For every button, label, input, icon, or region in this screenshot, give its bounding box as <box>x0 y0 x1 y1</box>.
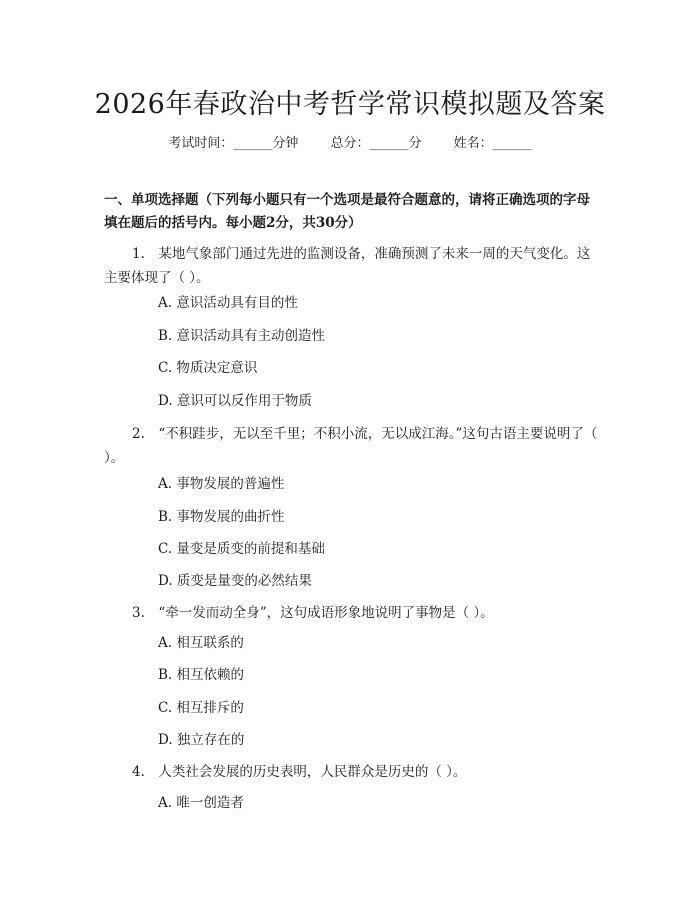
section-heading: 一、单项选择题（下列每小题只有一个选项是最符合题意的，请将正确选项的字母填在题后的括号内。每小题2分，共30分） <box>104 192 590 231</box>
question-2-option-b: B. 事物发展的曲折性 <box>158 509 285 525</box>
question-1-stem: 1. 某地气象部门通过先进的监测设备，准确预测了未来一周的天气变化。这主要体现了（ ）。 <box>104 246 591 286</box>
student-name-field: 姓名：______ <box>453 136 532 151</box>
question-1-option-b: B. 意识活动具有主动创造性 <box>158 328 326 344</box>
question-3-option-c: C. 相互排斥的 <box>158 700 244 716</box>
question-2-stem: 2. “不积跬步，无以至千里；不积小流，无以成江海。”这句古语主要说明了（ ）。 <box>104 426 598 466</box>
question-4-stem: 4. 人类社会发展的历史表明，人民群众是历史的（ ）。 <box>132 764 467 780</box>
question-3-option-a: A. 相互联系的 <box>158 635 244 651</box>
total-score-field: 总分：______分 <box>330 136 422 151</box>
question-3-option-d: D. 独立存在的 <box>158 732 245 748</box>
exam-time-field: 考试时间：______分钟 <box>168 136 299 151</box>
question-2-option-a: A. 事物发展的普遍性 <box>158 476 285 492</box>
question-1-option-c: C. 物质决定意识 <box>158 360 258 376</box>
question-3-option-b: B. 相互依赖的 <box>158 667 245 683</box>
question-2-option-d: D. 质变是量变的必然结果 <box>158 573 312 589</box>
question-3-stem: 3. “牵一发而动全身”，这句成语形象地说明了事物是（ ）。 <box>132 605 494 621</box>
question-2-option-c: C. 量变是质变的前提和基础 <box>158 541 325 557</box>
exam-info-line <box>0 132 700 151</box>
page-title: 2026年春政治中考哲学常识模拟题及答案 <box>94 89 606 120</box>
question-4-option-a: A. 唯一创造者 <box>158 795 244 811</box>
question-1-option-d: D. 意识可以反作用于物质 <box>158 393 312 409</box>
question-1-option-a: A. 意识活动具有目的性 <box>158 295 298 311</box>
